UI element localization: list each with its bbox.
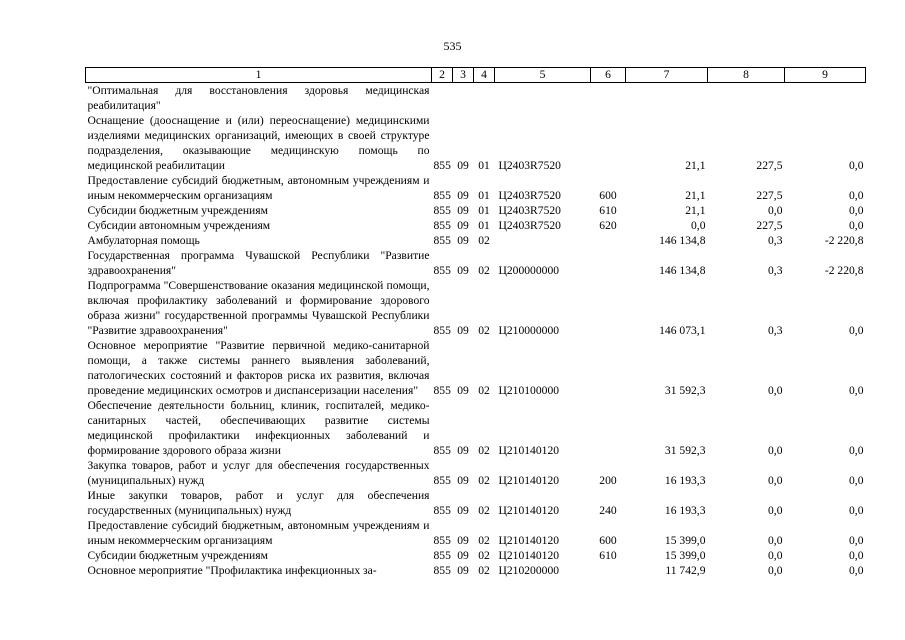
- cell-expense-type: [591, 278, 626, 338]
- row-name: Государственная программа Чувашской Республики "Развитие здравоохранения": [87, 249, 430, 277]
- row-name: Подпрограмма "Совершенствование оказания медицинской помощи, включая профилактику заболеваний и формирование здорового образа жизни" государственной программы Чувашской Республики "Развитие здравоохранения": [87, 279, 430, 337]
- cell-amount-3: 0,0: [849, 219, 864, 232]
- cell-amount-2: 0,0: [768, 534, 783, 547]
- cell-target-article: [495, 233, 591, 248]
- cell-amount-2: [708, 83, 785, 114]
- cell-target-article: Ц2403R7520: [498, 189, 561, 202]
- cell-expense-type: 240: [599, 504, 617, 517]
- cell-amount-3: -2 220,8: [824, 234, 864, 247]
- cell-section: 09: [457, 474, 469, 487]
- cell-target-article: Ц210000000: [498, 324, 560, 337]
- cell-section: 09: [457, 504, 469, 517]
- table-row: [86, 488, 866, 518]
- header-cell: 9: [785, 68, 866, 83]
- cell-amount-3: -2 220,8: [824, 264, 864, 277]
- cell-expense-type: [591, 563, 626, 578]
- cell-amount-2: 0,0: [768, 204, 783, 217]
- cell-amount-1: 21,1: [685, 159, 706, 172]
- cell-target-article: [495, 83, 591, 114]
- table-row: [86, 248, 866, 278]
- table-row: [86, 548, 866, 563]
- cell-grbs: 855: [433, 564, 451, 577]
- cell-grbs: [432, 83, 453, 114]
- cell-amount-2: 0,0: [768, 504, 783, 517]
- cell-target-article: Ц200000000: [498, 264, 560, 277]
- table-row: [86, 518, 866, 548]
- cell-subsection: 01: [478, 159, 490, 172]
- cell-target-article: Ц210140120: [498, 504, 560, 517]
- cell-amount-3: 0,0: [849, 549, 864, 562]
- cell-expense-type: 620: [599, 219, 617, 232]
- cell-amount-3: 0,0: [849, 444, 864, 457]
- cell-amount-2: 0,3: [768, 324, 783, 337]
- cell-amount-1: 21,1: [685, 189, 706, 202]
- table-row: [86, 218, 866, 233]
- cell-target-article: Ц210140120: [498, 474, 560, 487]
- cell-section: 09: [457, 324, 469, 337]
- cell-subsection: 02: [478, 384, 490, 397]
- header-cell: 4: [474, 68, 495, 83]
- cell-amount-3: 0,0: [849, 384, 864, 397]
- cell-amount-3: 0,0: [849, 159, 864, 172]
- cell-amount-3: 0,0: [849, 564, 864, 577]
- page-number: 535: [443, 39, 462, 53]
- table-row: [86, 458, 866, 488]
- cell-subsection: 01: [478, 204, 490, 217]
- header-cell: 6: [591, 68, 626, 83]
- cell-amount-1: 31 592,3: [664, 444, 706, 457]
- cell-expense-type: [591, 113, 626, 173]
- row-name: Обеспечение деятельности больниц, клиник, госпиталей, медико-санитарных частей, обеспечивающих развитие системы медицинской профилактики инфекционных заболеваний и формирование здорового образа жизни: [87, 399, 430, 457]
- cell-subsection: 02: [478, 504, 490, 517]
- cell-amount-1: 16 193,3: [664, 474, 706, 487]
- cell-amount-1: 15 399,0: [664, 549, 706, 562]
- cell-amount-1: 15 399,0: [664, 534, 706, 547]
- cell-amount-1: 11 742,9: [665, 564, 706, 577]
- cell-section: 09: [457, 444, 469, 457]
- cell-amount-1: 146 134,8: [659, 234, 706, 247]
- cell-grbs: 855: [433, 159, 451, 172]
- cell-expense-type: [591, 83, 626, 114]
- table-row: [86, 563, 866, 578]
- row-name: "Оптимальная для восстановления здоровья медицинская реабилитация": [87, 84, 430, 112]
- row-name: Субсидии бюджетным учреждениям: [87, 204, 268, 217]
- row-name: Основное мероприятие "Развитие первичной медико-санитарной помощи, а также системы раннего выявления заболеваний, патологических состояний и факторов риска их развития, включая проведение медицинских осмотров и диспансеризации населения": [87, 339, 430, 397]
- cell-grbs: 855: [433, 219, 451, 232]
- cell-section: [453, 83, 474, 114]
- cell-amount-3: 0,0: [849, 324, 864, 337]
- cell-grbs: 855: [433, 264, 451, 277]
- cell-amount-1: 21,1: [685, 204, 706, 217]
- cell-amount-1: [626, 83, 708, 114]
- cell-section: 09: [457, 534, 469, 547]
- cell-subsection: 01: [478, 189, 490, 202]
- cell-grbs: 855: [433, 444, 451, 457]
- cell-expense-type: 600: [599, 189, 617, 202]
- row-name: Предоставление субсидий бюджетным, автономным учреждениям и иным некоммерческим организациям: [87, 174, 430, 202]
- cell-section: 09: [457, 189, 469, 202]
- cell-target-article: Ц210140120: [498, 534, 560, 547]
- cell-expense-type: 610: [599, 204, 617, 217]
- table-row: [86, 233, 866, 248]
- cell-subsection: 02: [478, 534, 490, 547]
- row-name: Амбулаторная помощь: [87, 234, 200, 247]
- cell-expense-type: [591, 248, 626, 278]
- cell-amount-2: 0,0: [768, 564, 783, 577]
- cell-amount-2: 0,0: [768, 474, 783, 487]
- row-name: Оснащение (дооснащение и (или) переоснащение) медицинскими изделиями медицинских организаций, имеющих в своей структуре подразделения, оказывающие медицинскую помощь по медицинской реабилитации: [87, 114, 430, 172]
- header-cell: 2: [432, 68, 453, 83]
- cell-amount-2: 227,5: [756, 159, 783, 172]
- cell-grbs: 855: [433, 204, 451, 217]
- cell-target-article: Ц210140120: [498, 549, 560, 562]
- row-name: Субсидии автономным учреждениям: [87, 219, 271, 232]
- table-row: [86, 203, 866, 218]
- cell-amount-3: 0,0: [849, 189, 864, 202]
- cell-subsection: 02: [478, 549, 490, 562]
- cell-grbs: 855: [433, 504, 451, 517]
- table-row: [86, 398, 866, 458]
- cell-amount-2: 227,5: [756, 219, 783, 232]
- cell-amount-3: 0,0: [849, 204, 864, 217]
- header-cell: 1: [86, 68, 432, 83]
- cell-section: 09: [457, 159, 469, 172]
- cell-grbs: 855: [433, 234, 451, 247]
- cell-target-article: Ц2403R7520: [498, 159, 561, 172]
- table-row: [86, 83, 866, 114]
- cell-amount-1: 146 134,8: [659, 264, 706, 277]
- header-cell: 5: [495, 68, 591, 83]
- row-name: Иные закупки товаров, работ и услуг для обеспечения государственных (муниципальных) нужд: [87, 489, 430, 517]
- row-name: Закупка товаров, работ и услуг для обеспечения государственных (муниципальных) нужд: [87, 459, 430, 487]
- header-cell: 8: [708, 68, 785, 83]
- cell-subsection: 02: [478, 564, 490, 577]
- cell-amount-2: 0,3: [768, 264, 783, 277]
- cell-expense-type: 600: [599, 534, 617, 547]
- header-cell: 7: [626, 68, 708, 83]
- table-row: [86, 173, 866, 203]
- cell-amount-1: 31 592,3: [664, 384, 706, 397]
- cell-amount-2: 0,0: [768, 549, 783, 562]
- cell-target-article: Ц210200000: [498, 564, 560, 577]
- cell-section: 09: [457, 204, 469, 217]
- cell-section: 09: [457, 564, 469, 577]
- cell-subsection: [474, 83, 495, 114]
- budget-table: [85, 67, 866, 578]
- cell-subsection: 01: [478, 219, 490, 232]
- cell-amount-2: 0,0: [768, 444, 783, 457]
- cell-grbs: 855: [433, 189, 451, 202]
- cell-expense-type: [591, 338, 626, 398]
- row-name: Предоставление субсидий бюджетным, автономным учреждениям и иным некоммерческим организациям: [87, 519, 430, 547]
- cell-amount-1: 16 193,3: [664, 504, 706, 517]
- cell-grbs: 855: [433, 534, 451, 547]
- cell-amount-1: 0,0: [691, 219, 706, 232]
- cell-subsection: 02: [478, 444, 490, 457]
- table-row: [86, 278, 866, 338]
- cell-grbs: 855: [433, 384, 451, 397]
- cell-subsection: 02: [478, 324, 490, 337]
- cell-amount-2: 0,3: [768, 234, 783, 247]
- cell-amount-2: 227,5: [756, 189, 783, 202]
- cell-grbs: 855: [433, 324, 451, 337]
- cell-section: 09: [457, 384, 469, 397]
- cell-target-article: Ц210100000: [498, 384, 560, 397]
- cell-expense-type: [591, 398, 626, 458]
- cell-expense-type: 200: [599, 474, 617, 487]
- cell-amount-2: 0,0: [768, 384, 783, 397]
- row-name: Субсидии бюджетным учреждениям: [87, 549, 268, 562]
- cell-grbs: 855: [433, 549, 451, 562]
- cell-grbs: 855: [433, 474, 451, 487]
- cell-amount-3: 0,0: [849, 534, 864, 547]
- cell-expense-type: 610: [599, 549, 617, 562]
- cell-amount-3: 0,0: [849, 504, 864, 517]
- cell-section: 09: [457, 264, 469, 277]
- cell-target-article: Ц210140120: [498, 444, 560, 457]
- cell-amount-1: 146 073,1: [659, 324, 706, 337]
- cell-section: 09: [457, 549, 469, 562]
- table-header: [86, 68, 866, 83]
- cell-target-article: Ц2403R7520: [498, 204, 561, 217]
- table-row: [86, 338, 866, 398]
- cell-target-article: Ц2403R7520: [498, 219, 561, 232]
- cell-amount-3: 0,0: [849, 474, 864, 487]
- cell-amount-3: [785, 83, 866, 114]
- cell-section: 09: [457, 234, 469, 247]
- table-body: [86, 83, 866, 579]
- header-cell: 3: [453, 68, 474, 83]
- table-row: [86, 113, 866, 173]
- cell-section: 09: [457, 219, 469, 232]
- row-name: Основное мероприятие "Профилактика инфекционных за-: [87, 564, 377, 577]
- cell-subsection: 02: [478, 474, 490, 487]
- cell-subsection: 02: [478, 264, 490, 277]
- cell-expense-type: [591, 233, 626, 248]
- cell-subsection: 02: [478, 234, 490, 247]
